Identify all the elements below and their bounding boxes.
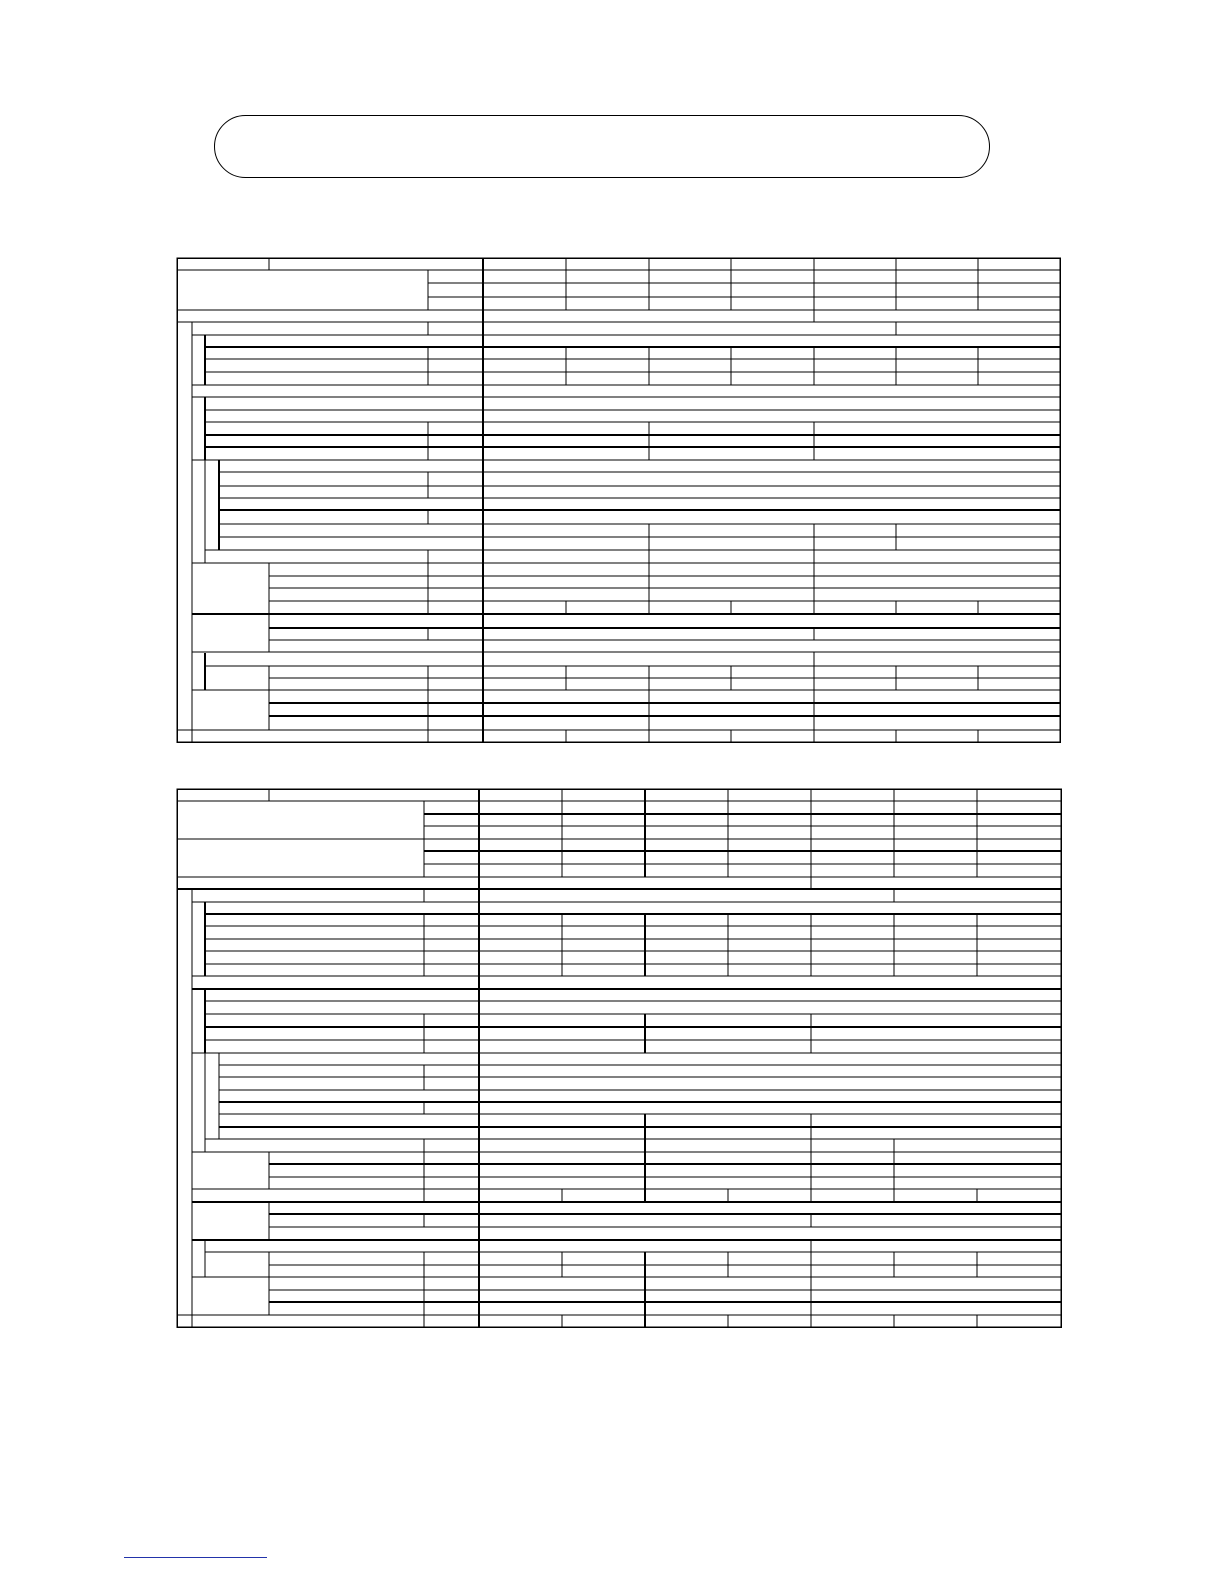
footer-link-rule [124, 1557, 267, 1558]
spec-table-2 [177, 789, 1061, 1327]
spec-table-1 [177, 258, 1060, 742]
table-frame [177, 258, 1060, 742]
table-frame [177, 789, 1061, 1327]
